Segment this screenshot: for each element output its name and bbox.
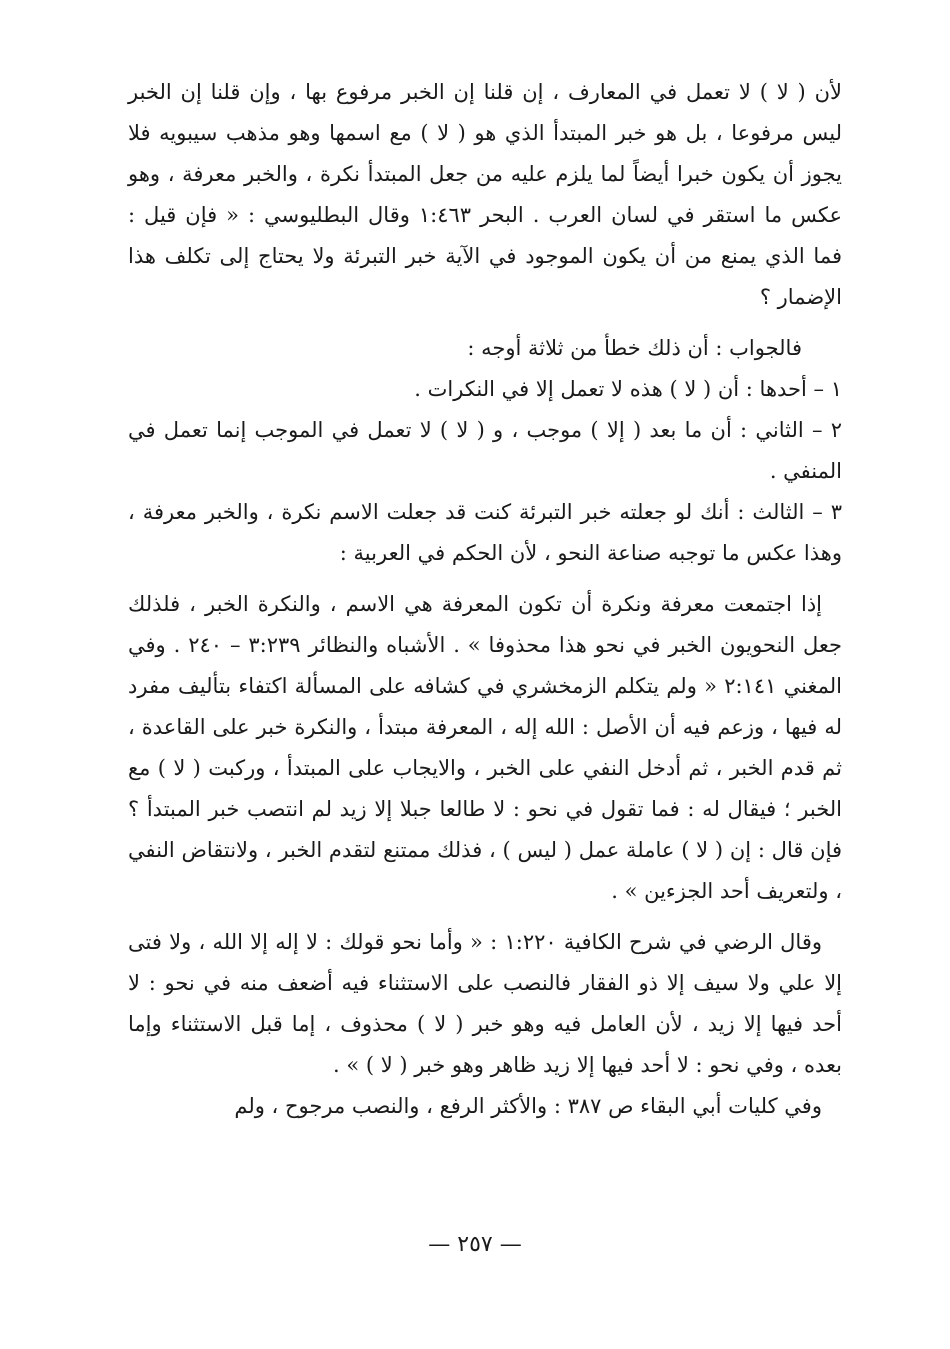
list-item-2: ٢ – الثاني : أن ما بعد ( إلا ) موجب ، و ( لا ) لا تعمل في الموجب إنما تعمل في المنفي . (128, 418, 842, 483)
paragraph-1: لأن ( لا ) لا تعمل في المعارف ، إن قلنا إن الخبر مرفوع بها ، وإن قلنا إن الخبر ليس مرفوعا ، بل هو خبر المبتدأ الذي هو ( لا ) مع اسمها وهو مذهب سيبويه فلا يجوز أن يكون خبرا أيضاً لما يلزم عليه من جعل المبتدأ نكرة ، والخبر معرفة ، وهو عكس ما استقر في لسان العرب . البحر ١:٤٦٣ وقال البطليوسي : « فإن قيل : فما الذي يمنع من أن يكون الموجود في الآية خبر التبرئة ولا يحتاج إلى تكلف هذا الإضمار ؟ (128, 80, 843, 309)
page-number: — ٢٥٧ — (428, 1232, 522, 1257)
paragraph-kulliyyat: وفي كليات أبي البقاء ص ٣٨٧ : والأكثر الرفع ، والنصب مرجوح ، ولم (234, 1094, 822, 1118)
list-item-1: ١ – أحدها : أن ( لا ) هذه لا تعمل إلا في النكرات . (414, 377, 842, 401)
paragraph-radi: وقال الرضي في شرح الكافية ١:٢٢٠ : « وأما نحو قولك : لا إله إلا الله ، ولا فتى إلا علي ولا سيف إلا ذو الفقار فالنصب على الاستثناء فيه أضعف منه في نحو : لا أحد فيها إلا زيد ، لأن العامل فيه وهو خبر ( لا ) محذوف ، إما قبل الاستثناء وإما بعده ، وفي نحو : لا أحد فيها إلا زيد ظاهر وهو خبر ( لا ) » . (128, 930, 842, 1077)
paragraph-quote-continued: إذا اجتمعت معرفة ونكرة أن تكون المعرفة هي الاسم ، والنكرة الخبر ، فلذلك جعل النحويون الخبر في نحو هذا محذوفا » . الأشباه والنظائر ٣:٢٣٩ – ٢٤٠ . وفي المغني ٢:١٤١ « ولم يتكلم الزمخشري في كشافه على المسألة اكتفاء بتأليف مفرد له فيها ، وزعم فيه أن الأصل : الله إله ، المعرفة مبتدأ ، والنكرة خبر على القاعدة ، ثم قدم الخبر ، ثم أدخل النفي على الخبر ، والايجاب على المبتدأ ، وركبت ( لا ) مع الخبر ؛ فيقال له : فما تقول في نحو : لا طالعا جبلا إلا زيد لم انتصب خبر المبتدأ ؟ فإن قال : إن ( لا ) عاملة عمل ( ليس ) ، فذلك ممتنع لتقدم الخبر ، ولانتقاض النفي ، ولتعريف أحد الجزءين » . (128, 592, 842, 903)
list-item-3: ٣ – الثالث : أنك لو جعلته خبر التبرئة كنت قد جعلت الاسم نكرة ، والخبر معرفة ، وهذا عكس ما توجبه صناعة النحو ، لأن الحكم في العربية : (128, 500, 842, 565)
paragraph-answer-intro: فالجواب : أن ذلك خطأ من ثلاثة أوجه : (467, 336, 802, 360)
document-page (128, 72, 842, 1127)
